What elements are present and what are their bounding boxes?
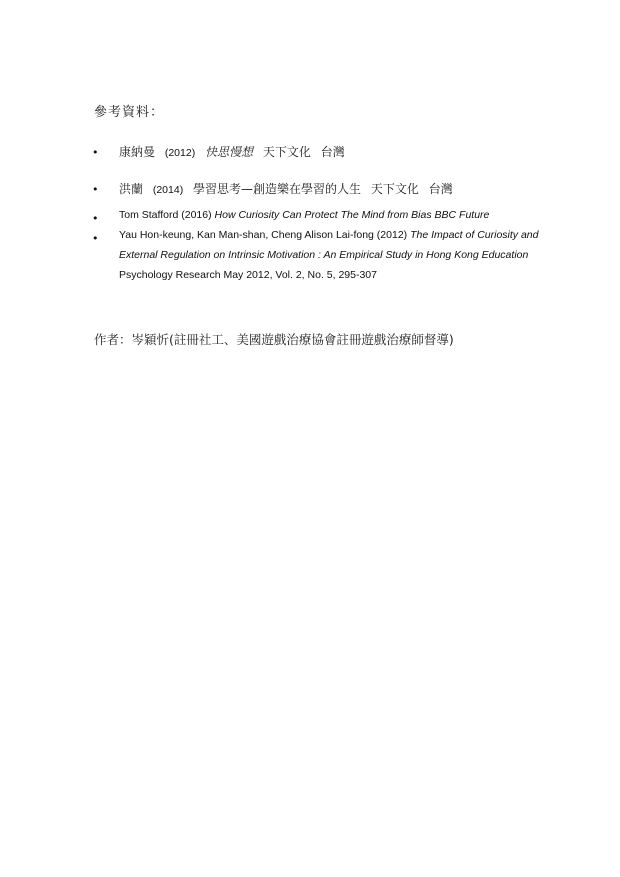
bullet-marker: • [92, 146, 99, 159]
reference-item-yau [119, 225, 539, 285]
reference-prefix: Tom Stafford (2016) [119, 209, 215, 221]
reference-prefix: Yau Hon-keung, Kan Man-shan, Cheng Alison Lai-fong (2012) [119, 229, 411, 241]
reference-item-kahneman [119, 143, 345, 160]
reference-title: 快思慢想 [205, 145, 254, 159]
reference-item-stafford [119, 205, 539, 225]
reference-item-hong-lan [119, 180, 453, 197]
reference-suffix: Psychology Research May 2012, Vol. 2, No. 5, 295-307 [119, 269, 377, 281]
reference-place: 台灣 [428, 182, 453, 196]
reference-author: 洪蘭 [119, 182, 144, 196]
bullet-marker: • [92, 212, 99, 225]
reference-title: 學習思考—創造樂在學習的人生 [193, 182, 362, 196]
reference-author: 康納曼 [119, 145, 156, 159]
reference-publisher: 天下文化 [370, 182, 419, 196]
references-heading: 參考資料： [94, 105, 165, 120]
reference-year: (2014) [152, 184, 184, 196]
reference-publisher: 天下文化 [262, 145, 311, 159]
bullet-marker: • [92, 232, 99, 245]
bullet-marker: • [92, 183, 99, 196]
reference-title: The Impact of Curiosity and External Regulation on Intrinsic Motivation : An Empirical Study in Hong Kong Education [119, 229, 539, 261]
reference-title: How Curiosity Can Protect The Mind from Bias BBC Future [214, 209, 490, 221]
reference-year: (2012) [164, 147, 196, 159]
author-credit: 作者：岑穎忻(註冊社工、美國遊戲治療協會註冊遊戲治療師督導) [94, 332, 454, 347]
reference-place: 台灣 [320, 145, 345, 159]
